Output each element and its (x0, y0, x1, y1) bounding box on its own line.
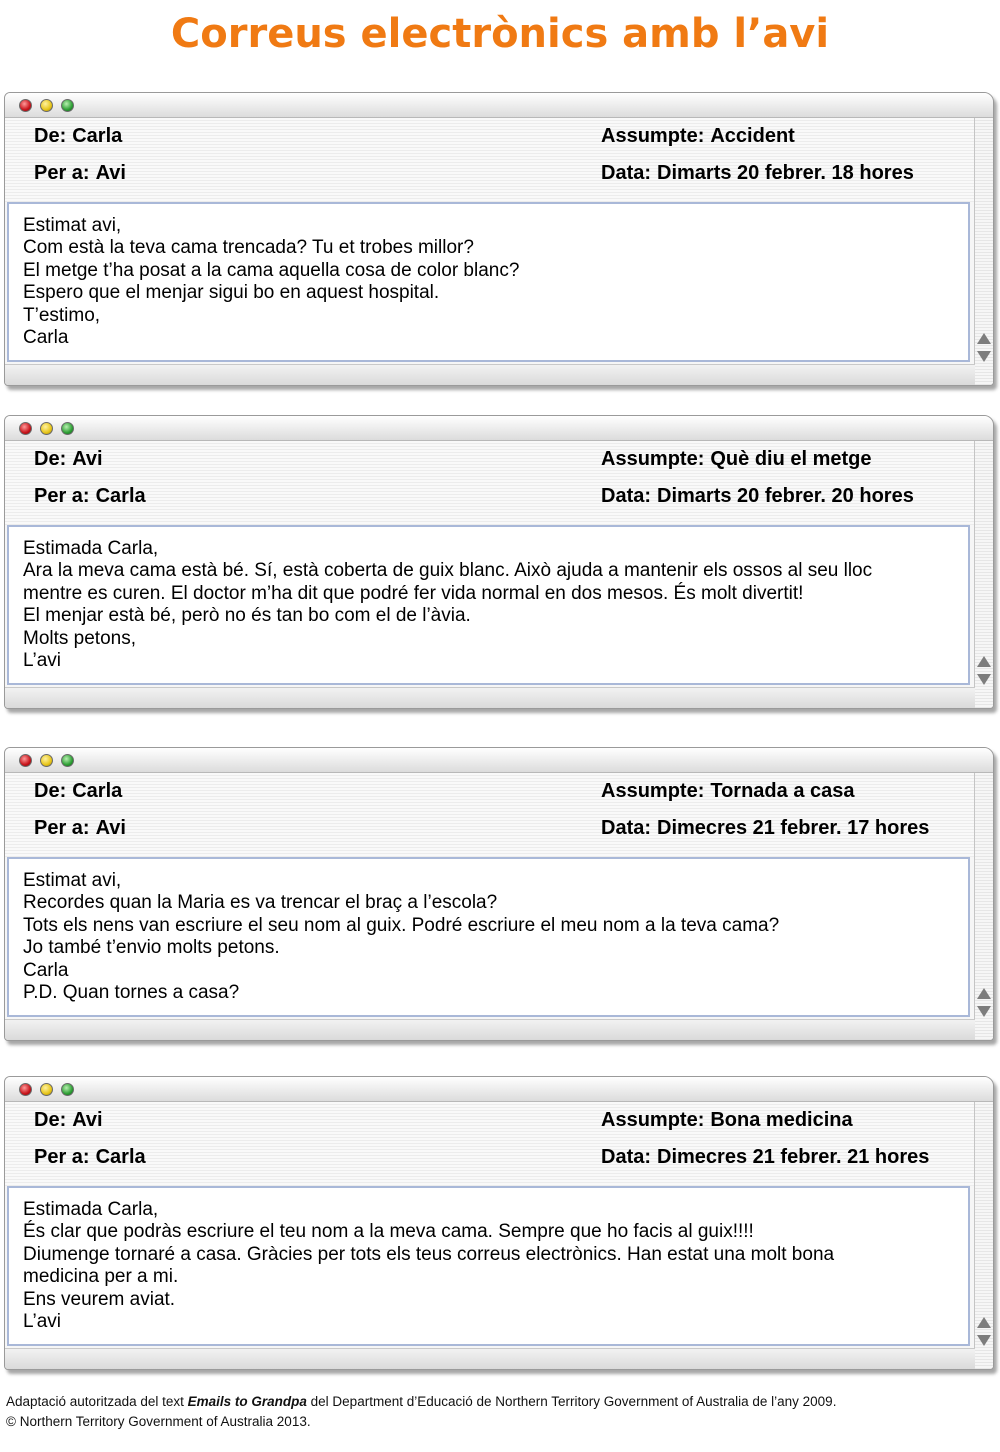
body-line: mentre es curen. El doctor m’ha dit que podré fer vida normal en dos mesos. És molt divertit! (23, 582, 804, 604)
scroll-up-icon[interactable] (977, 333, 991, 344)
to-label: Per a: (34, 485, 90, 507)
body-line: Estimat avi, (23, 215, 122, 236)
date-value: Dimecres 21 febrer. 21 hores (657, 1146, 930, 1168)
minimize-window-icon[interactable] (40, 99, 53, 112)
date-field (601, 161, 914, 185)
email-window (4, 92, 994, 386)
to-value: Carla (95, 1146, 146, 1168)
subject-field (601, 779, 855, 803)
body-line: L’avi (23, 650, 62, 672)
minimize-window-icon[interactable] (40, 1083, 53, 1096)
body-line: Molts petons, (23, 627, 136, 649)
subject-label: Assumpte: (601, 1109, 705, 1131)
date-label: Data: (601, 817, 652, 839)
scroll-up-icon[interactable] (977, 656, 991, 667)
to-label: Per a: (34, 1146, 90, 1168)
date-label: Data: (601, 1146, 652, 1168)
subject-value: Què diu el metge (710, 448, 872, 470)
subject-label: Assumpte: (601, 125, 705, 147)
to-value: Carla (95, 485, 146, 507)
email-window (4, 1076, 994, 1370)
from-field (34, 124, 122, 148)
from-field (34, 779, 122, 803)
window-titlebar (5, 1077, 993, 1102)
email-body[interactable] (7, 1186, 970, 1346)
body-line: És clar que podràs escriure el teu nom a la meva cama. Sempre que ho facis al guix!!!! (23, 1221, 754, 1243)
scroll-up-icon[interactable] (977, 1317, 991, 1328)
from-field (34, 1108, 103, 1132)
email-window (4, 747, 994, 1041)
email-header (5, 441, 975, 525)
from-value: Carla (72, 125, 123, 147)
from-label: De: (34, 448, 67, 470)
email-body[interactable] (7, 202, 970, 362)
to-field (34, 816, 126, 840)
body-line: T’estimo, (23, 304, 101, 326)
from-label: De: (34, 780, 67, 802)
attribution-note (6, 1392, 996, 1432)
vertical-scrollbar[interactable] (974, 118, 993, 386)
work-title: Emails to Grandpa (187, 1394, 307, 1409)
close-window-icon[interactable] (19, 1083, 32, 1096)
body-line: Estimat avi, (23, 870, 122, 891)
body-line: Diumenge tornaré a casa. Gràcies per tots els teus correus electrònics. Han estat una molt bona (23, 1243, 835, 1265)
date-label: Data: (601, 485, 652, 507)
email-body[interactable] (7, 525, 970, 685)
date-value: Dimecres 21 febrer. 17 hores (657, 817, 930, 839)
to-label: Per a: (34, 817, 90, 839)
body-line: Carla (23, 959, 69, 981)
window-bottom-bar (5, 1348, 975, 1369)
body-line: Espero que el menjar sigui bo en aquest hospital. (23, 282, 440, 304)
body-line: L’avi (23, 1311, 62, 1333)
attribution-text: Adaptació autoritzada del text (6, 1394, 188, 1409)
email-header (5, 1102, 975, 1186)
body-line: Estimada Carla, (23, 1199, 159, 1220)
body-line: Com està la teva cama trencada? Tu et trobes millor? (23, 237, 474, 259)
close-window-icon[interactable] (19, 99, 32, 112)
minimize-window-icon[interactable] (40, 422, 53, 435)
body-line: medicina per a mi. (23, 1266, 179, 1288)
from-value: Carla (72, 780, 123, 802)
attribution-line (6, 1392, 996, 1412)
body-line: Ara la meva cama està bé. Sí, està coberta de guix blanc. Això ajuda a mantenir els ossos al seu lloc (23, 560, 873, 582)
body-line: El metge t’ha posat a la cama aquella cosa de color blanc? (23, 259, 520, 281)
attribution-text: del Department d’Educació de Northern Territory Government of Australia de l’any 2009. (306, 1394, 837, 1409)
from-value: Avi (72, 448, 103, 470)
body-line: P.D. Quan tornes a casa? (23, 982, 240, 1004)
vertical-scrollbar[interactable] (974, 1102, 993, 1370)
scroll-down-icon[interactable] (977, 351, 991, 362)
from-value: Avi (72, 1109, 103, 1131)
subject-field (601, 1108, 853, 1132)
body-line: Jo també t’envio molts petons. (23, 937, 280, 959)
body-line: Estimada Carla, (23, 538, 159, 559)
subject-value: Tornada a casa (710, 780, 855, 802)
from-label: De: (34, 1109, 67, 1131)
window-bottom-bar (5, 1019, 975, 1040)
date-field (601, 816, 929, 840)
window-titlebar (5, 416, 993, 441)
subject-label: Assumpte: (601, 780, 705, 802)
to-value: Avi (95, 162, 126, 184)
date-label: Data: (601, 162, 652, 184)
date-field (601, 1145, 929, 1169)
date-value: Dimarts 20 febrer. 18 hores (657, 162, 914, 184)
body-line: El menjar està bé, però no és tan bo com el de l’àvia. (23, 605, 471, 627)
zoom-window-icon[interactable] (61, 754, 74, 767)
to-field (34, 161, 126, 185)
minimize-window-icon[interactable] (40, 754, 53, 767)
scroll-up-icon[interactable] (977, 988, 991, 999)
page-title: Correus electrònics amb l’avi (170, 11, 830, 57)
to-label: Per a: (34, 162, 90, 184)
subject-field (601, 447, 872, 471)
from-label: De: (34, 125, 67, 147)
email-body[interactable] (7, 857, 970, 1017)
subject-value: Bona medicina (710, 1109, 853, 1131)
zoom-window-icon[interactable] (61, 99, 74, 112)
to-value: Avi (95, 817, 126, 839)
close-window-icon[interactable] (19, 422, 32, 435)
date-field (601, 484, 914, 508)
from-field (34, 447, 103, 471)
to-field (34, 484, 146, 508)
body-line: Ens veurem aviat. (23, 1288, 176, 1310)
window-bottom-bar (5, 364, 975, 385)
scroll-down-icon[interactable] (977, 1006, 991, 1017)
zoom-window-icon[interactable] (61, 422, 74, 435)
window-titlebar (5, 93, 993, 118)
copyright-line: © Northern Territory Government of Australia 2013. (6, 1414, 311, 1429)
zoom-window-icon[interactable] (61, 1083, 74, 1096)
vertical-scrollbar[interactable] (974, 773, 993, 1041)
window-titlebar (5, 748, 993, 773)
body-line: Recordes quan la Maria es va trencar el braç a l’escola? (23, 892, 498, 914)
body-line: Carla (23, 327, 69, 349)
email-window (4, 415, 994, 709)
subject-value: Accident (710, 125, 795, 147)
scroll-down-icon[interactable] (977, 674, 991, 685)
body-line: Tots els nens van escriure el seu nom al guix. Podré escriure el meu nom a la teva cama? (23, 914, 780, 936)
scroll-down-icon[interactable] (977, 1335, 991, 1346)
date-value: Dimarts 20 febrer. 20 hores (657, 485, 914, 507)
to-field (34, 1145, 146, 1169)
subject-field (601, 124, 795, 148)
email-header (5, 773, 975, 857)
window-bottom-bar (5, 687, 975, 708)
email-header (5, 118, 975, 202)
close-window-icon[interactable] (19, 754, 32, 767)
subject-label: Assumpte: (601, 448, 705, 470)
vertical-scrollbar[interactable] (974, 441, 993, 709)
